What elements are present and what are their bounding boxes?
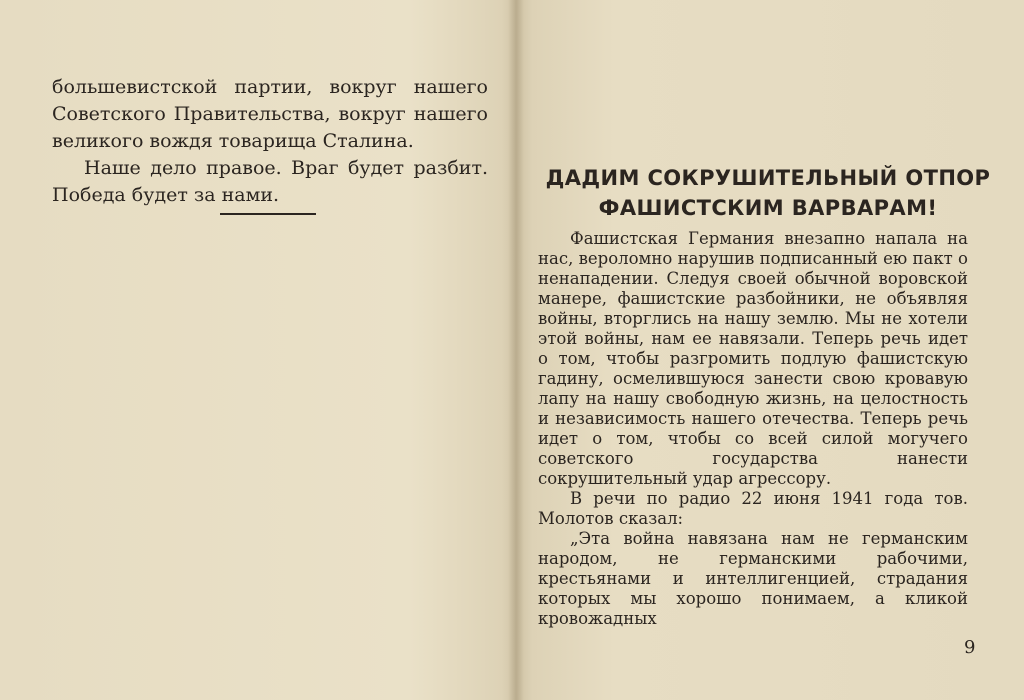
page-number: 9 — [964, 637, 976, 658]
heading-line-2: ФАШИСТСКИМ ВАРВАРАМ! — [598, 196, 938, 220]
left-page — [0, 0, 510, 700]
right-paragraph-2: В речи по радио 22 июня 1941 года тов. Молотов сказал: — [538, 489, 968, 528]
left-paragraph-1: большевистской партии, вокруг нашего Советского Правительства, вокруг нашего великого вождя товарища Сталина. — [52, 76, 488, 152]
right-paragraph-3: „Эта война навязана нам не германским народом, не германскими рабочими, крестьянами и интеллигенцией, страдания которых мы хорошо понимаем, а кликой кровожадных — [538, 529, 968, 628]
right-page-text — [538, 229, 968, 629]
right-page — [516, 0, 1024, 700]
left-page-text — [52, 74, 488, 209]
chapter-heading — [538, 163, 998, 223]
left-paragraph-2: Наше дело правое. Враг будет разбит. Победа будет за нами. — [52, 157, 488, 206]
heading-line-1: ДАДИМ СОКРУШИТЕЛЬНЫЙ ОТПОР — [545, 166, 991, 190]
section-divider — [220, 213, 316, 215]
right-paragraph-1: Фашистская Германия внезапно напала на нас, вероломно нарушив подписанный ею пакт о ненападении. Следуя своей обычной воровской манере, фашистские разбойники, не объявляя войны, вторглись на нашу землю. Мы не хотели этой войны, нам ее навязали. Теперь речь идет о том, чтобы разгромить подлую фашистскую гадину, осмелившуюся занести свою кровавую лапу на нашу свободную жизнь, на целостность и независимость нашего отечества. Теперь речь идет о том, чтобы со всей силой могучего советского государства нанести сокрушительный удар агрессору. — [538, 229, 968, 488]
